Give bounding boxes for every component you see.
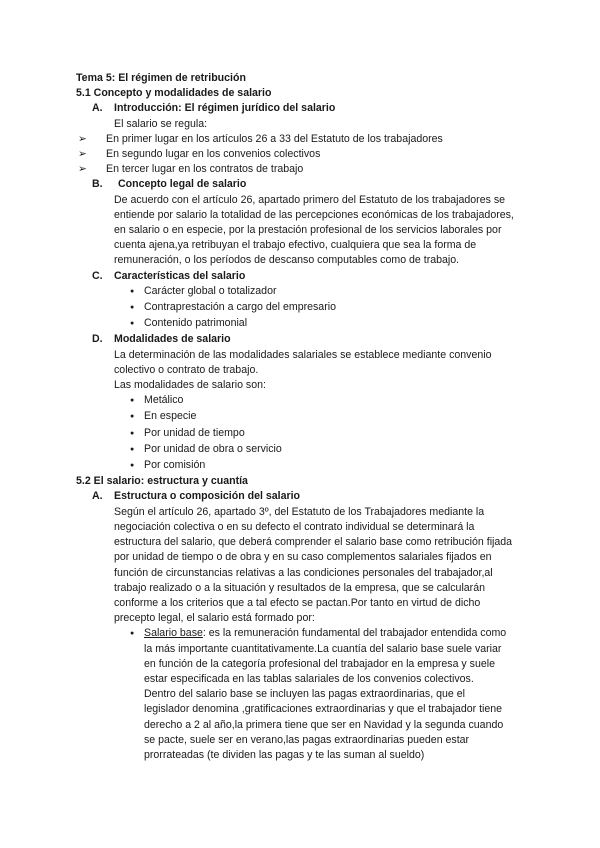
paragraph-line: derecho a 2 al año,la primera tiene que ser en Navidad y la segunda cuando (144, 718, 504, 731)
list-item-text: Metálico (144, 394, 184, 407)
salario-base-paragraph (144, 626, 560, 763)
list-item (130, 426, 560, 442)
document-title: Tema 5: El régimen de retribución (76, 72, 246, 84)
subsection-letter: A. (92, 490, 103, 503)
bullet-dot-icon (130, 458, 144, 474)
subsection-a-heading (92, 101, 560, 116)
arrow-bullet-icon: ➢ (78, 148, 87, 161)
paragraph-line: estar especificada en las tablas salariales de los convenios colectivos. (144, 672, 474, 685)
paragraph-line: en salario o en especie, por la prestación profesional de los servicios laborales por (114, 224, 502, 237)
list-item (130, 393, 560, 409)
bullet-dot-icon (130, 393, 144, 409)
paragraph-line: cuenta ajena,ya retribuyan el trabajo efectivo, cualquiera que sea la forma de (114, 239, 477, 252)
bullet-dot-icon (130, 426, 144, 442)
subsection-title: Características del salario (114, 269, 246, 282)
bullet-dot-icon (130, 284, 144, 300)
paragraph-line: legislador denomina ,gratificaciones extraordinarias y que el trabajador tiene (144, 703, 503, 716)
paragraph-line: estructura del salario, que deberá comprender el salario base como retribución fijada (114, 536, 513, 549)
bullet-dot-icon (130, 316, 144, 332)
list-item-text: Por unidad de obra o servicio (144, 442, 282, 455)
subsection-title: Modalidades de salario (114, 333, 231, 346)
section-5-1-heading: 5.1 Concepto y modalidades de salario (76, 87, 272, 100)
list-item (130, 626, 560, 763)
list-item (130, 300, 560, 316)
paragraph-line: El salario se regula: (114, 117, 208, 130)
subsection-d-heading (92, 332, 560, 347)
list-item-text: En segundo lugar en los convenios colectivos (106, 148, 321, 161)
list-item (130, 442, 560, 458)
paragraph-line: trabajo realizado o a la situación y resultados de la empresa, que se calcularán (114, 581, 485, 594)
subsection-letter: A. (92, 102, 103, 115)
paragraph-line: Según el artículo 26, apartado 3º, del Estatuto de los Trabajadores mediante la (114, 505, 485, 518)
paragraph-line: De acuerdo con el artículo 26, apartado primero del Estatuto de los trabajadores se (114, 193, 506, 206)
list-item-text: Por unidad de tiempo (144, 426, 245, 439)
paragraph (114, 193, 560, 269)
bullet-dot-icon (130, 300, 144, 316)
paragraph-line: remuneración, o los períodos de descanso computables como de trabajo. (114, 254, 460, 267)
list-item (130, 458, 560, 474)
list-item (76, 162, 560, 177)
paragraph-line: en función de la categoría profesional del trabajador en la empresa y suele (144, 657, 495, 670)
bullet-list (130, 393, 560, 474)
paragraph-line: La determinación de las modalidades salariales se establece mediante convenio (114, 348, 492, 361)
list-item-text: Carácter global o totalizador (144, 284, 277, 297)
subsection-letter: B. (92, 178, 103, 191)
paragraph-line: entiende por salario la totalidad de las percepciones económicas de los trabajadores, (114, 208, 514, 221)
bullet-list (130, 626, 560, 763)
bullet-dot-icon (130, 409, 144, 425)
paragraph-line: Dentro del salario base se incluyen las pagas extraordinarias, que el (144, 688, 465, 701)
arrow-bullet-icon: ➢ (78, 163, 87, 176)
paragraph-line: Las modalidades de salario son: (114, 379, 266, 392)
subsection-letter: C. (92, 269, 103, 282)
paragraph-line: prorrateadas (te dividen las pagas y te las suman al sueldo) (144, 748, 425, 761)
list-item-text: Contraprestación a cargo del empresario (144, 301, 336, 314)
list-item-text: Contenido patrimonial (144, 317, 248, 330)
paragraph-line: negociación colectiva o en su defecto el contrato individual se determinará la (114, 520, 475, 533)
term-definition: : es la remuneración fundamental del trabajador entendida como (202, 627, 507, 640)
paragraph-line: la más importante cuantitativamente.La cuantía del salario base suele variar (144, 642, 502, 655)
list-item-text: En especie (144, 410, 197, 423)
list-item (76, 147, 560, 162)
bullet-list (130, 284, 560, 333)
list-item-text: En primer lugar en los artículos 26 a 33 del Estatuto de los trabajadores (106, 132, 443, 145)
subsection-title: Estructura o composición del salario (114, 490, 301, 503)
paragraph-line: colectivo o contrato de trabajo. (114, 363, 259, 376)
term-underlined: Salario base (144, 627, 203, 640)
list-item (130, 316, 560, 332)
subsection-c-heading (92, 269, 560, 284)
subsection-letter: D. (92, 333, 103, 346)
subsection-title: Introducción: El régimen jurídico del salario (114, 102, 336, 115)
subsection-title: Concepto legal de salario (118, 178, 247, 191)
bullet-dot-icon (130, 442, 144, 458)
list-item (130, 409, 560, 425)
section-5-2-heading: 5.2 El salario: estructura y cuantía (76, 475, 248, 488)
paragraph-line: por unidad de tiempo o de obra y en su caso complementos salariales fijados en (114, 551, 492, 564)
paragraph-line (144, 626, 560, 641)
paragraph (114, 348, 560, 394)
paragraph (114, 505, 560, 627)
list-item (130, 284, 560, 300)
subsection-b-heading (92, 177, 560, 192)
subsection-a-heading (92, 489, 560, 504)
bullet-dot-icon (130, 626, 144, 763)
arrow-bullet-icon: ➢ (78, 132, 87, 145)
list-item-text: En tercer lugar en los contratos de trabajo (106, 163, 304, 176)
paragraph-line: conforme a los criterios que a tal efecto se pactan.Por tanto en virtud de dicho (114, 596, 481, 609)
list-item (76, 132, 560, 147)
paragraph-line: precepto legal, el salario está formado por: (114, 612, 315, 625)
paragraph-line: se pacte, suele ser en verano,las pagas extraordinarias pueden estar (144, 733, 470, 746)
list-item-text: Por comisión (144, 459, 206, 472)
paragraph-line: función de circunstancias relativas a las condiciones personales del trabajador,al (114, 566, 493, 579)
